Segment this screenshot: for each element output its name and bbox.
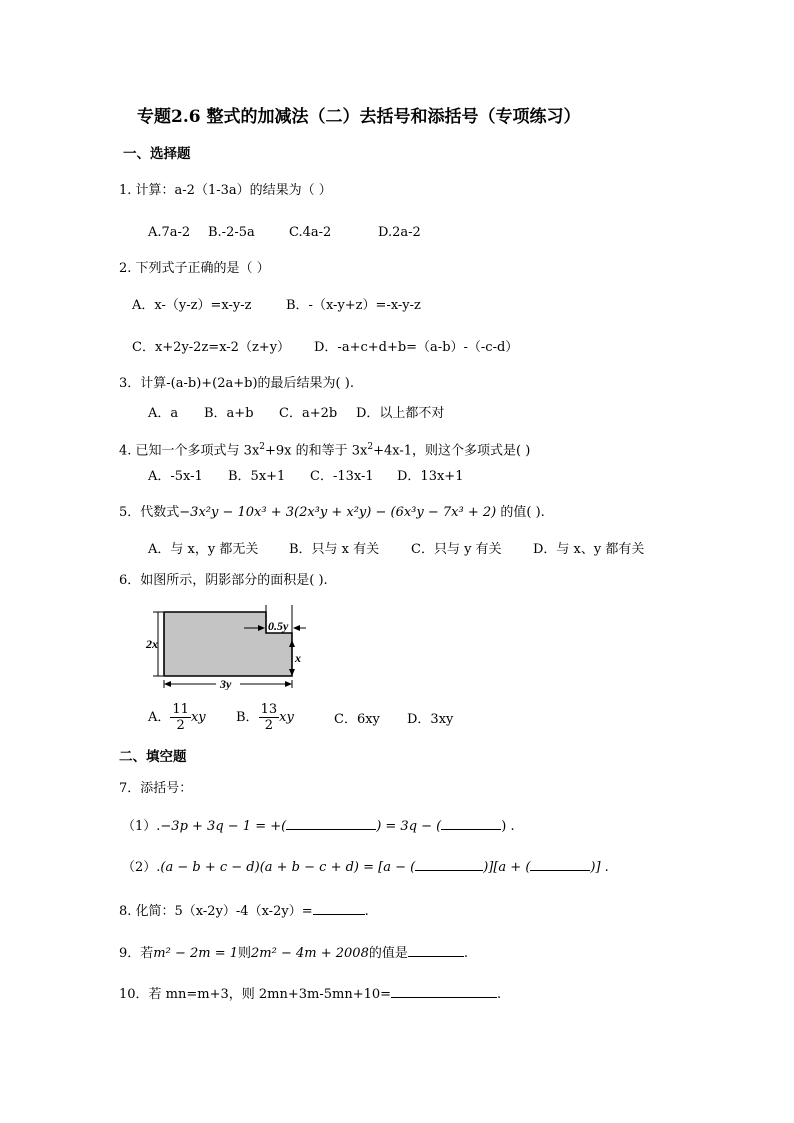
section-heading-fill: 二、填空题: [119, 749, 187, 765]
section-heading-choice: 一、选择题: [123, 146, 191, 162]
q1-option-d: D.2a-2: [378, 225, 421, 240]
question-2-stem: 2. 下列式子正确的是（ ）: [119, 261, 270, 276]
question-8: 8. 化简：5（x-2y）-4（x-2y）= .: [119, 901, 369, 920]
question-6-stem: 6．如图所示，阴影部分的面积是( ).: [119, 573, 328, 588]
q5-option-d: D．与 x、y 都有关: [533, 542, 645, 557]
question-3-stem: 3．计算-(a-b)+(2a+b)的最后结果为( ).: [119, 376, 354, 391]
q1-option-b: B.-2-5a: [208, 225, 255, 240]
q1-option-a: A.7a-2: [148, 225, 191, 240]
q5-option-a: A．与 x，y 都无关: [148, 542, 259, 557]
page-title: 专题2.6 整式的加减法（二）去括号和添括号（专项练习）: [137, 107, 581, 127]
question-4-stem: 4. 已知一个多项式与 $3x^2+9x$ 的和等于 $3x^2+4x-1$，则这个多项式是( ): [119, 442, 531, 459]
q6-option-d: D．3xy: [407, 712, 454, 727]
q2-option-b: B．-（x-y+z）=-x-y-z: [286, 298, 421, 313]
question-1-stem: 1. 计算：a-2（1-3a）的结果为（ ）: [119, 183, 332, 198]
q4-option-c: C．-13x-1: [310, 469, 374, 484]
q4-option-b: B．5x+1: [228, 469, 286, 484]
question-10: 10．若 mn=m+3，则 2mn+3m-5mn+10= .: [119, 984, 501, 1003]
q7-blank-4[interactable]: [530, 857, 590, 871]
q2-option-a: A．x-（y-z）=x-y-z: [132, 298, 252, 313]
question-7-stem: 7．添括号：: [119, 781, 193, 796]
q2-option-d: D．-a+c+d+b=（a-b）-（-c-d）: [314, 340, 519, 355]
q6-option-a: A． $\frac{11}{2}$ xy: [148, 702, 206, 733]
q3-option-c: C．a+2b: [279, 406, 338, 421]
question-5-stem: 5．代数式−3x²y − 10x³ + 3(2x³y + x²y) − (6x³y − 7x³ + 2) 的值( ).: [119, 505, 545, 520]
fig-label-left: 2x: [146, 637, 158, 651]
q8-blank[interactable]: [313, 901, 365, 915]
q3-option-a: A．a: [148, 406, 179, 421]
q7-blank-3[interactable]: [415, 857, 483, 871]
q2-option-c: C．x+2y-2z=x-2（z+y）: [132, 340, 291, 355]
q7-part-1: （1）.−3p + 3q − 1 = +( ) = 3q − ( ) .: [122, 816, 515, 835]
q6-option-b: B． $\frac{13}{2}$ xy: [236, 702, 294, 733]
q3-option-d: D．以上都不对: [356, 406, 445, 421]
q5-expression: −3x²y − 10x³ + 3(2x³y + x²y) − (6x³y − 7x³ + 2): [179, 505, 497, 520]
q7-blank-2[interactable]: [441, 816, 501, 830]
q7-part-2: （2）.(a − b + c − d)(a + b − c + d) = [a − ( )][a + ( )] .: [122, 857, 609, 876]
q3-option-b: B．a+b: [204, 406, 254, 421]
question-9: 9．若m² − 2m = 1则2m² − 4m + 2008的值是 .: [119, 943, 468, 962]
q4-option-d: D．13x+1: [397, 469, 464, 484]
q10-blank[interactable]: [391, 984, 497, 998]
fig-label-notch: 0.5y: [268, 619, 289, 633]
q1-option-c: C.4a-2: [289, 225, 332, 240]
fig-label-bottom: 3y: [220, 677, 232, 690]
q5-option-b: B．只与 x 有关: [289, 542, 380, 557]
q7-blank-1[interactable]: [286, 816, 376, 830]
q9-blank[interactable]: [408, 943, 464, 957]
q4-option-a: A．-5x-1: [148, 469, 203, 484]
q6-figure: [142, 604, 312, 690]
fig-label-right: x: [295, 651, 301, 665]
q6-option-c: C．6xy: [334, 712, 380, 727]
q5-option-c: C．只与 y 有关: [411, 542, 502, 557]
